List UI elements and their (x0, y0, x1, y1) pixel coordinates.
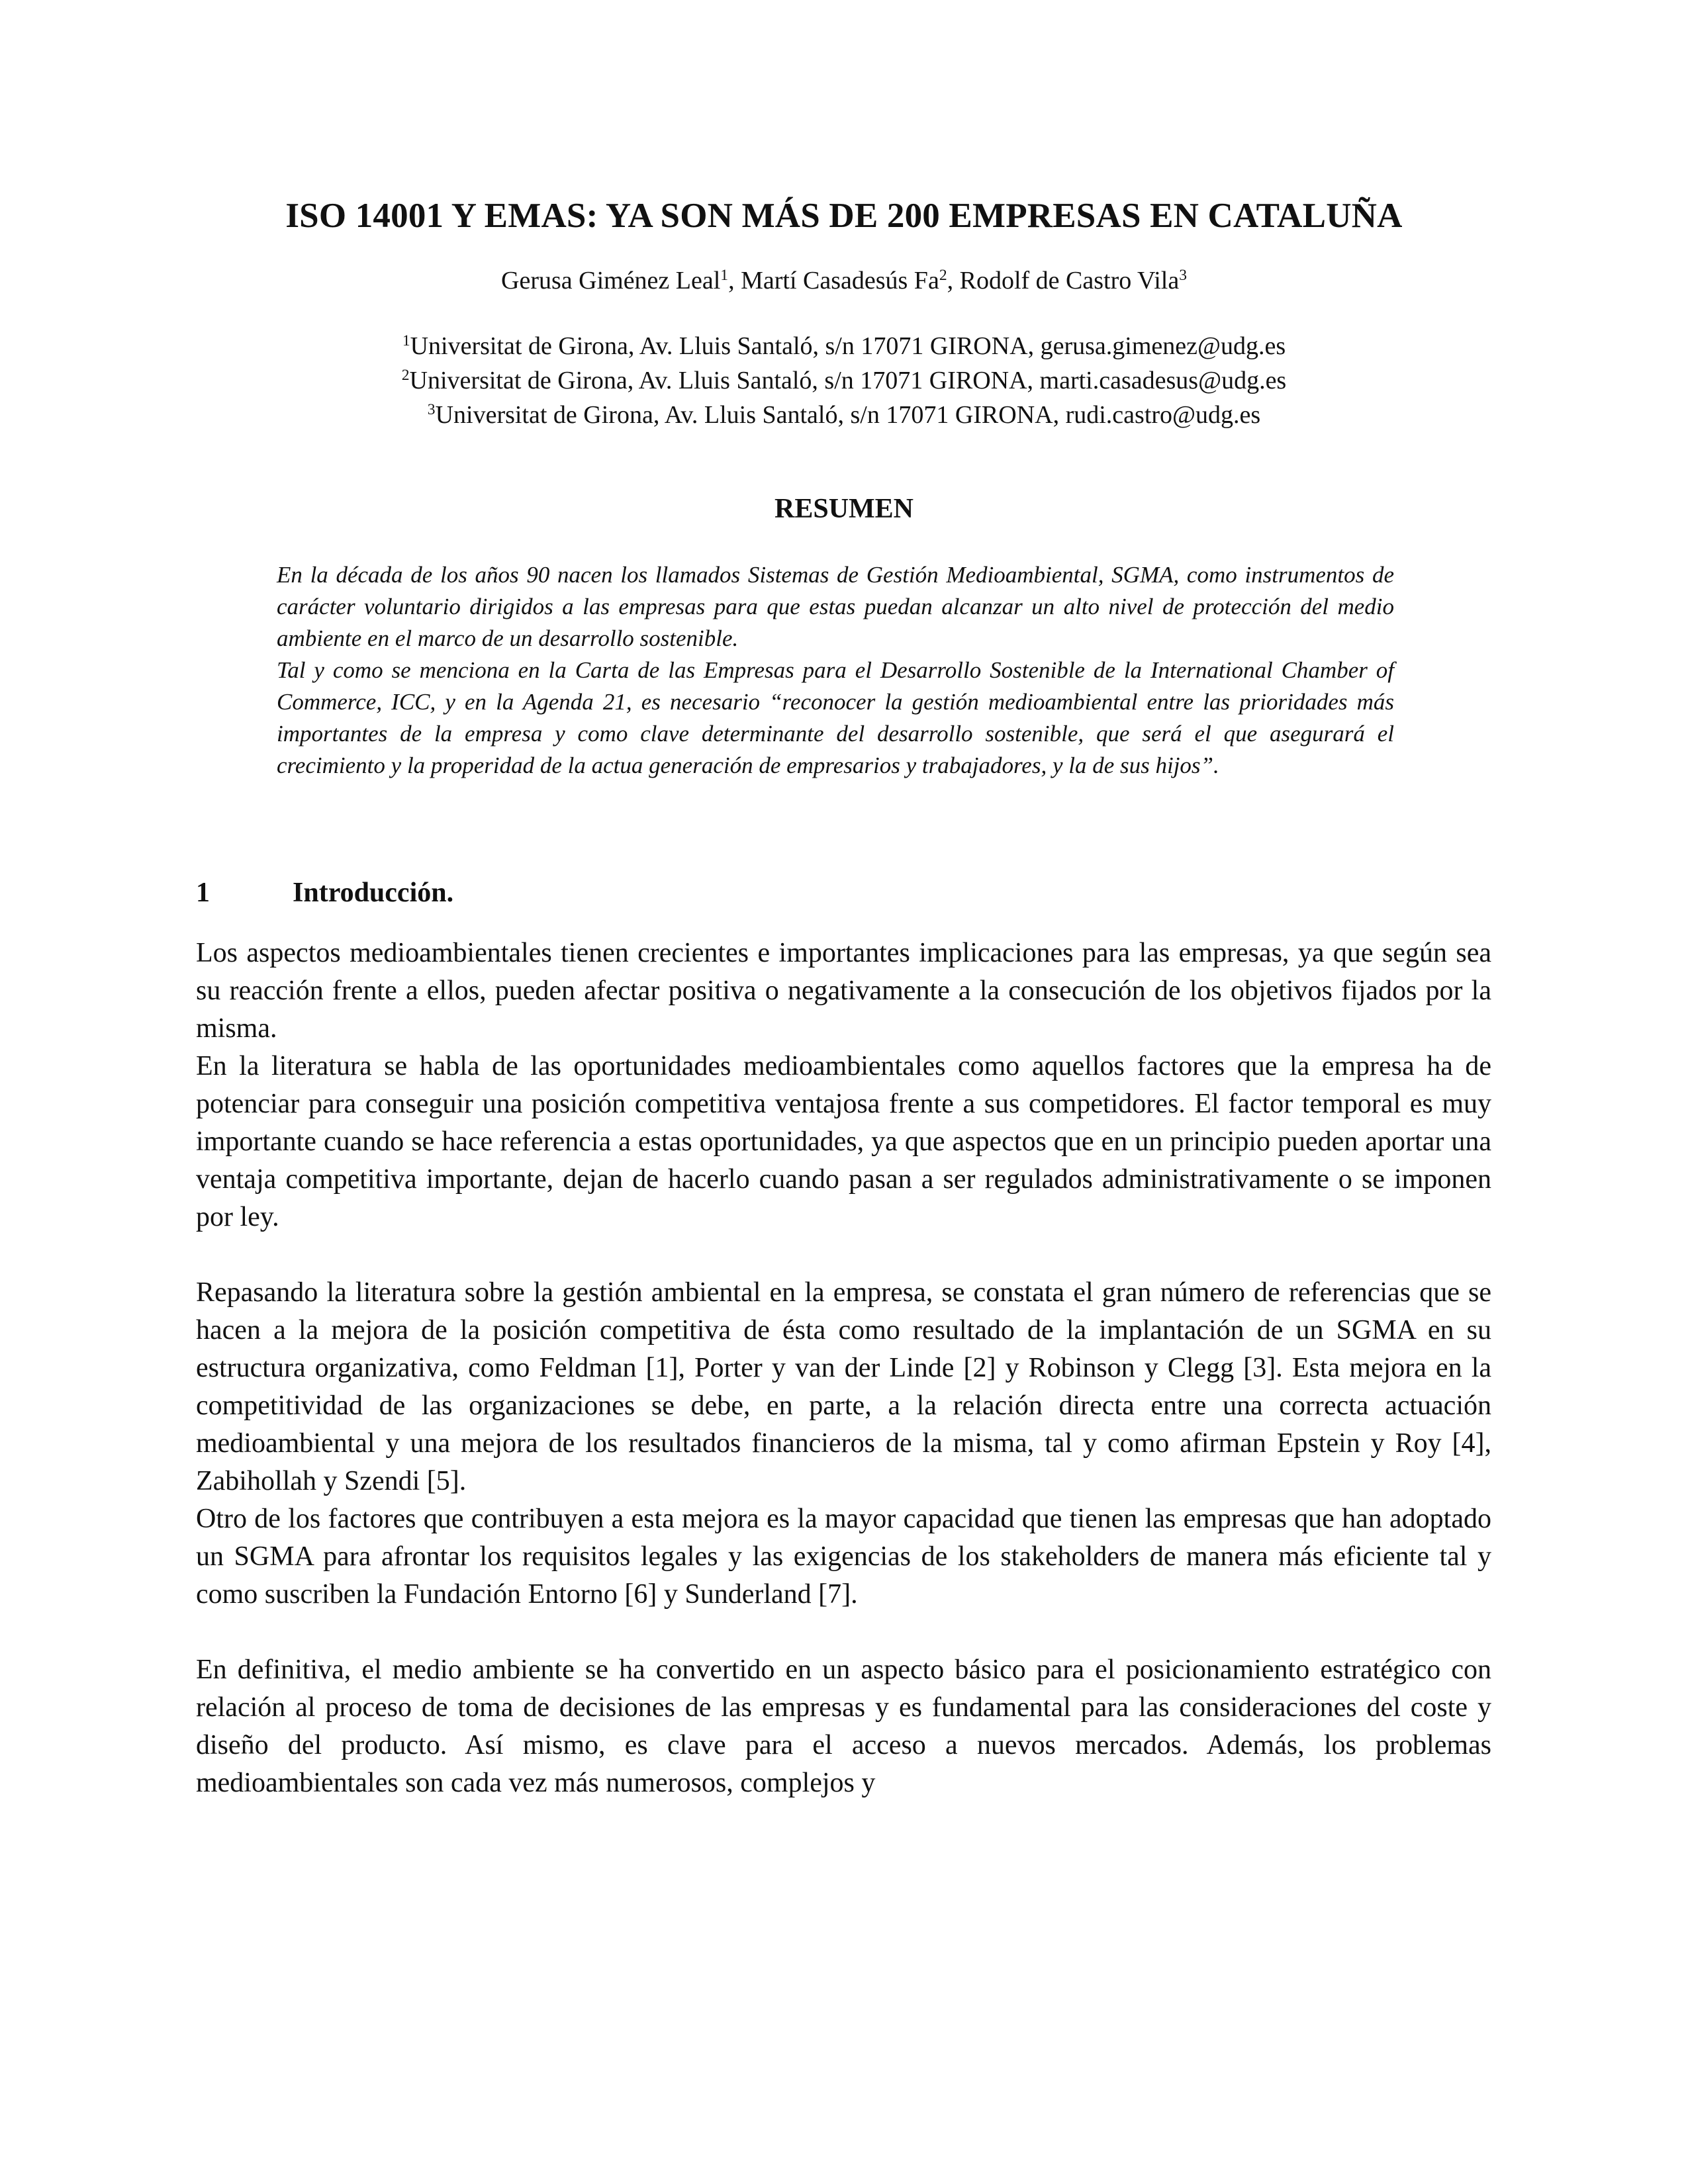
author-name: Rodolf de Castro Vila (959, 267, 1180, 295)
abstract (277, 559, 1394, 782)
author-name: Gerusa Giménez Leal (501, 267, 721, 295)
affiliation (99, 329, 1589, 363)
paper-title: ISO 14001 Y EMAS: YA SON MÁS DE 200 EMPRESAS EN CATALUÑA (285, 197, 1403, 235)
affiliation-text: Universitat de Girona, Av. Lluis Santaló, s/n 17071 GIRONA, gerusa.gimenez@udg.es (410, 332, 1286, 360)
author-affiliation-mark: 1 (720, 267, 729, 285)
body-paragraph: Los aspectos medioambientales tienen crecientes e importantes implicaciones para las empresas, ya que según sea su reacción frente a ellos, pueden afectar positiva o negativamente a la consecución de los objetivos fijados por la misma. (196, 938, 1491, 1044)
abstract-heading: RESUMEN (774, 494, 914, 524)
author-affiliation-mark: 2 (939, 267, 947, 285)
author-affiliation-mark: 3 (1179, 267, 1187, 285)
author-separator: , (947, 267, 960, 295)
affiliation-mark: 3 (427, 401, 436, 419)
affiliation (99, 398, 1589, 432)
affiliation (99, 363, 1589, 398)
author-list (99, 266, 1589, 295)
affiliation-mark: 1 (402, 332, 410, 350)
abstract-paragraph: Tal y como se menciona en la Carta de las Empresas para el Desarrollo Sostenible de la International Chamber of Commerce, ICC, y en la Agenda 21, es necesario “reconocer la gestión medioambiental entre las prioridades más importantes de la empresa y como clave determinante del desarrollo sostenible, que será el que asegurará el crecimiento y la properidad de la actua generación de empresarios y trabajadores, y la de sus hijos”. (277, 657, 1394, 778)
body-paragraph: En la literatura se habla de las oportunidades medioambientales como aquellos factores que la empresa ha de potenciar para conseguir una posición competitiva ventajosa frente a sus competidores. El factor temporal es muy importante cuando se hace referencia a estas oportunidades, ya que aspectos que en un principio pueden aportar una ventaja competitiva importante, dejan de hacerlo cuando pasan a ser regulados administrativamente o se imponen por ley. (196, 1051, 1491, 1232)
body-paragraph: Otro de los factores que contribuyen a esta mejora es la mayor capacidad que tienen las empresas que han adoptado un SGMA para afrontar los requisitos legales y las exigencias de los stakeholders de manera más eficiente tal y como suscriben la Fundación Entorno [6] y Sunderland [7]. (196, 1504, 1491, 1610)
body-paragraph: En definitiva, el medio ambiente se ha convertido en un aspecto básico para el posicionamiento estratégico con relación al proceso de toma de decisiones de las empresas y es fundamental para las consideraciones del coste y diseño del producto. Así mismo, es clave para el acceso a nuevos mercados. Además, los problemas medioambientales son cada vez más numerosos, complejos y (196, 1655, 1491, 1798)
author-name: Martí Casadesús Fa (741, 267, 939, 295)
affiliation-text: Universitat de Girona, Av. Lluis Santaló, s/n 17071 GIRONA, rudi.castro@udg.es (435, 401, 1261, 429)
abstract-paragraph: En la década de los años 90 nacen los llamados Sistemas de Gestión Medioambiental, SGMA, como instrumentos de carácter voluntario dirigidos a las empresas para que estas puedan alcanzar un alto nivel de protección del medio ambiente en el marco de un desarrollo sostenible. (277, 562, 1394, 651)
body-paragraph: Repasando la literatura sobre la gestión ambiental en la empresa, se constata el gran número de referencias que se hacen a la mejora de la posición competitiva de ésta como resultado de la implantación de un SGMA en su estructura organizativa, como Feldman [1], Porter y van der Linde [2] y Robinson y Clegg [3]. Esta mejora en la competitividad de las organizaciones se debe, en parte, a la relación directa entre una correcta actuación medioambiental y una mejora de los resultados financieros de la misma, tal y como afirman Epstein y Roy [4], Zabihollah y Szendi [5]. (196, 1277, 1491, 1496)
section-title: Introducción. (293, 878, 454, 908)
affiliation-text: Universitat de Girona, Av. Lluis Santaló, s/n 17071 GIRONA, marti.casadesus@udg.es (409, 367, 1287, 394)
affiliation-list (99, 329, 1589, 432)
author-separator: , (728, 267, 741, 295)
affiliation-mark: 2 (401, 367, 410, 385)
section-body (196, 934, 1491, 1802)
section-number: 1 (196, 878, 210, 908)
